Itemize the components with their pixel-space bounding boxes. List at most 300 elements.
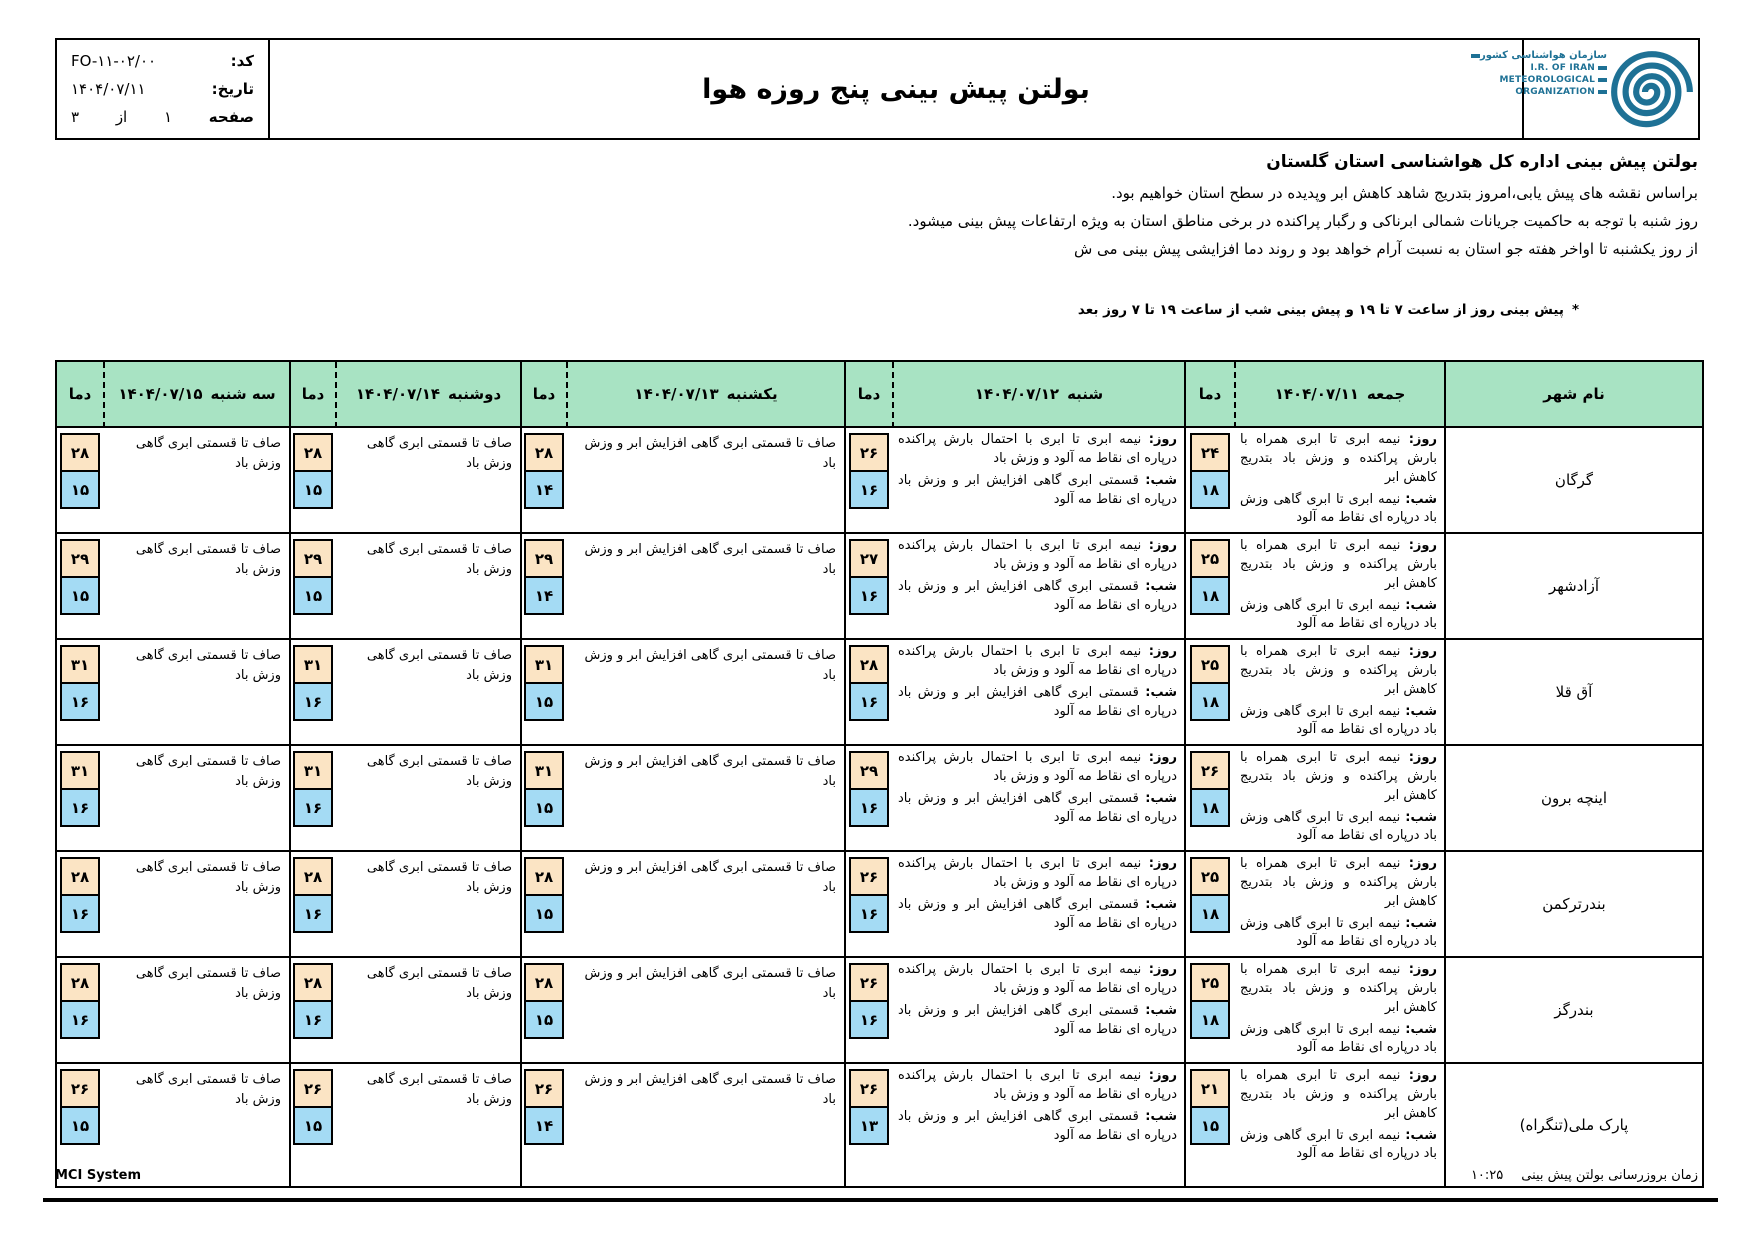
forecast-desc-cell [335, 1064, 520, 1186]
temp-cell [289, 640, 335, 746]
forecast-desc-cell [103, 958, 289, 1064]
forecast-night-segment [1234, 806, 1444, 847]
night-temp: ۱۵ [524, 682, 564, 721]
temp-boxes [522, 958, 566, 1039]
forecast-text: صاف تا قسمتی ابری گاهی افزایش ابر و وزش باد [584, 542, 836, 577]
page-sep: از [115, 108, 128, 126]
temp-boxes [846, 640, 892, 721]
forecast-desc-cell [335, 958, 520, 1064]
table-row [57, 1064, 1702, 1186]
page-row [71, 108, 254, 126]
day-date: ۱۴۰۴/۰۷/۱۴ [355, 385, 441, 403]
day-temp: ۲۹ [849, 751, 889, 790]
forecast-night-segment [1234, 488, 1444, 529]
temp-cell [1184, 958, 1234, 1064]
forecast-desc-cell [566, 852, 844, 958]
temp-cell [289, 428, 335, 534]
forecast-text-wrap [103, 640, 289, 685]
day-header-monday [335, 362, 520, 428]
day-temp: ۲۶ [293, 1069, 333, 1108]
forecast-night-segment [892, 681, 1184, 722]
forecast-day-segment [892, 640, 1184, 681]
night-temp: ۱۵ [60, 1106, 100, 1145]
forecast-day-text: نیمه ابری تا ابری با احتمال بارش پراکنده درپاره ای نقاط مه آلود و وزش باد [898, 432, 1177, 466]
forecast-day-text: نیمه ابری تا ابری با احتمال بارش پراکنده درپاره ای نقاط مه آلود و وزش باد [898, 856, 1177, 890]
forecast-night-text: قسمتی ابری گاهی افزایش ابر و وزش باد درپاره ای نقاط مه آلود [898, 1002, 1177, 1037]
footer-system-label: MCI System [55, 1168, 141, 1183]
day-temp: ۳۱ [60, 645, 100, 684]
temp-cell [844, 534, 892, 640]
forecast-night-text: نیمه ابری تا ابری گاهی وزش باد درپاره ای نقاط مه آلود [1240, 703, 1437, 738]
night-label: شب: [1405, 1021, 1437, 1037]
temp-cell [289, 852, 335, 958]
night-temp: ۱۶ [293, 894, 333, 933]
forecast-desc-cell [335, 852, 520, 958]
day-temp: ۲۸ [293, 857, 333, 896]
forecast-day-text: نیمه ابری تا ابری با احتمال بارش پراکنده درپاره ای نقاط مه آلود و وزش باد [898, 538, 1177, 572]
night-label: شب: [1145, 1002, 1177, 1018]
forecast-text-wrap [103, 958, 289, 1003]
forecast-hours-note [1078, 302, 1579, 318]
day-temp: ۳۱ [293, 751, 333, 790]
temp-header: دما [520, 362, 566, 428]
forecast-text: صاف تا قسمتی ابری گاهی وزش باد [135, 1072, 281, 1107]
forecast-text: صاف تا قسمتی ابری گاهی افزایش ابر و وزش باد [584, 1072, 836, 1107]
day-label: روز: [1148, 432, 1177, 447]
logo-org-en2: METEOROLOGICAL [1499, 75, 1595, 85]
forecast-day-text: نیمه ابری تا ابری همراه با بارش پراکنده و وزش باد بتدریج کاهش ابر [1240, 644, 1437, 697]
meta-box [57, 40, 270, 138]
intro-line: روز شنبه با توجه به حاکمیت جریانات شمالی ابرناکی و رگبار پراکنده در برخی مناطق استان به ویژه ارتفاعات پیش بینی میشود. [907, 212, 1698, 230]
forecast-desc-cell [103, 534, 289, 640]
day-label: روز: [1408, 962, 1437, 977]
forecast-desc-cell [566, 428, 844, 534]
note-star: * [1571, 302, 1579, 318]
logo-org-fa: سازمان هواشناسی کشور [1479, 50, 1607, 61]
temp-cell [289, 958, 335, 1064]
day-temp: ۲۸ [849, 645, 889, 684]
city-name: گرگان [1444, 428, 1702, 534]
forecast-text: صاف تا قسمتی ابری گاهی وزش باد [135, 754, 281, 789]
day-name: شنبه [1067, 385, 1104, 403]
night-temp: ۱۴ [524, 1106, 564, 1145]
logo-bar-icon [1598, 90, 1607, 94]
forecast-desc-cell [103, 428, 289, 534]
intro-heading: بولتن پیش بینی اداره کل هواشناسی استان گلستان [1266, 152, 1698, 172]
forecast-night-text: نیمه ابری تا ابری گاهی وزش باد درپاره ای نقاط مه آلود [1240, 597, 1437, 632]
night-temp: ۱۵ [60, 470, 100, 509]
temp-cell [57, 852, 103, 958]
night-temp: ۱۵ [524, 1000, 564, 1039]
night-temp: ۱۶ [60, 1000, 100, 1039]
temp-header: دما [57, 362, 103, 428]
temp-boxes [846, 852, 892, 933]
forecast-day-segment [1234, 852, 1444, 912]
forecast-day-text: نیمه ابری تا ابری همراه با بارش پراکنده و وزش باد بتدریج کاهش ابر [1240, 1068, 1437, 1121]
table-row [57, 852, 1702, 958]
night-label: شب: [1405, 597, 1437, 613]
logo-org-en1: I.R. OF IRAN [1530, 63, 1595, 73]
temp-cell [844, 1064, 892, 1186]
day-label: روز: [1408, 750, 1437, 765]
forecast-desc-cell [1234, 746, 1444, 852]
night-temp: ۱۸ [1190, 470, 1230, 509]
temp-boxes [522, 1064, 566, 1145]
forecast-text-wrap [566, 1064, 844, 1109]
night-temp: ۱۵ [293, 576, 333, 615]
forecast-day-text: نیمه ابری تا ابری با احتمال بارش پراکنده درپاره ای نقاط مه آلود و وزش باد [898, 644, 1177, 678]
day-date: ۱۴۰۴/۰۷/۱۵ [118, 385, 203, 403]
city-name: بندرگز [1444, 958, 1702, 1064]
temp-cell [520, 640, 566, 746]
temp-boxes [291, 428, 335, 509]
day-temp: ۳۱ [524, 751, 564, 790]
footer-update-time [1471, 1168, 1698, 1183]
forecast-desc-cell [103, 746, 289, 852]
forecast-day-segment [892, 534, 1184, 575]
day-label: روز: [1408, 432, 1437, 447]
day-name: یکشنبه [726, 385, 778, 403]
temp-cell [520, 428, 566, 534]
night-label: شب: [1405, 1127, 1437, 1143]
forecast-night-segment [1234, 1018, 1444, 1059]
forecast-desc-cell [892, 534, 1184, 640]
city-name: اینچه برون [1444, 746, 1702, 852]
forecast-desc-cell [103, 640, 289, 746]
night-temp: ۱۵ [524, 788, 564, 827]
day-temp: ۲۸ [60, 433, 100, 472]
temp-header: دما [289, 362, 335, 428]
city-name: پارک ملی(تنگراه) [1444, 1064, 1702, 1186]
temp-cell [57, 428, 103, 534]
forecast-day-text: نیمه ابری تا ابری با احتمال بارش پراکنده درپاره ای نقاط مه آلود و وزش باد [898, 962, 1177, 996]
night-temp: ۱۴ [524, 470, 564, 509]
forecast-day-text: نیمه ابری تا ابری با احتمال بارش پراکنده درپاره ای نقاط مه آلود و وزش باد [898, 750, 1177, 784]
city-name: آزادشهر [1444, 534, 1702, 640]
update-time-value: ۱۰:۲۵ [1470, 1168, 1504, 1183]
forecast-text-wrap [335, 1064, 520, 1109]
day-temp: ۲۶ [524, 1069, 564, 1108]
forecast-text-wrap [566, 428, 844, 473]
day-header-friday [1234, 362, 1444, 428]
night-temp: ۱۸ [1190, 682, 1230, 721]
night-label: شب: [1145, 1108, 1177, 1124]
day-name: سه شنبه [210, 385, 276, 403]
forecast-text: صاف تا قسمتی ابری گاهی وزش باد [366, 648, 512, 683]
logo [1479, 40, 1698, 138]
forecast-desc-cell [892, 1064, 1184, 1186]
day-temp: ۲۶ [849, 433, 889, 472]
temp-cell [520, 958, 566, 1064]
forecast-text: صاف تا قسمتی ابری گاهی وزش باد [366, 754, 512, 789]
day-temp: ۲۹ [524, 539, 564, 578]
forecast-desc-cell [335, 746, 520, 852]
forecast-desc-cell [566, 1064, 844, 1186]
night-temp: ۱۸ [1190, 788, 1230, 827]
night-label: شب: [1145, 684, 1177, 700]
day-date: ۱۴۰۴/۰۷/۱۳ [634, 385, 719, 403]
temp-boxes [522, 428, 566, 509]
forecast-text: صاف تا قسمتی ابری گاهی وزش باد [135, 436, 281, 471]
night-temp: ۱۸ [1190, 1000, 1230, 1039]
forecast-text-wrap [566, 640, 844, 685]
day-temp: ۲۶ [849, 1069, 889, 1108]
forecast-desc-cell [335, 428, 520, 534]
forecast-text-wrap [566, 958, 844, 1003]
day-header-saturday [892, 362, 1184, 428]
temp-boxes [1186, 640, 1234, 721]
forecast-text: صاف تا قسمتی ابری گاهی افزایش ابر و وزش باد [584, 754, 836, 789]
forecast-desc-cell [892, 958, 1184, 1064]
forecast-text: صاف تا قسمتی ابری گاهی وزش باد [135, 542, 281, 577]
city-name: آق قلا [1444, 640, 1702, 746]
temp-cell [57, 534, 103, 640]
day-label: روز: [1408, 538, 1437, 553]
day-label: روز: [1408, 856, 1437, 871]
forecast-night-text: قسمتی ابری گاهی افزایش ابر و وزش باد درپاره ای نقاط مه آلود [898, 896, 1177, 931]
night-label: شب: [1145, 896, 1177, 912]
forecast-day-segment [892, 428, 1184, 469]
night-temp: ۱۵ [60, 576, 100, 615]
day-temp: ۲۷ [849, 539, 889, 578]
temp-boxes [291, 852, 335, 933]
forecast-text: صاف تا قسمتی ابری گاهی افزایش ابر و وزش باد [584, 436, 836, 471]
forecast-day-segment [892, 852, 1184, 893]
night-label: شب: [1405, 703, 1437, 719]
forecast-desc-cell [566, 640, 844, 746]
date-value: ۱۴۰۴/۰۷/۱۱ [71, 80, 146, 98]
night-temp: ۱۶ [849, 470, 889, 509]
temp-cell [844, 640, 892, 746]
temp-header: دما [844, 362, 892, 428]
table-row [57, 640, 1702, 746]
day-label: روز: [1148, 538, 1177, 553]
forecast-desc-cell [1234, 1064, 1444, 1186]
day-label: روز: [1148, 750, 1177, 765]
night-temp: ۱۶ [293, 788, 333, 827]
logo-text [1468, 50, 1607, 98]
forecast-desc-cell [892, 640, 1184, 746]
night-temp: ۱۵ [524, 894, 564, 933]
temp-cell [1184, 640, 1234, 746]
forecast-day-text: نیمه ابری تا ابری همراه با بارش پراکنده و وزش باد بتدریج کاهش ابر [1240, 856, 1437, 909]
temp-boxes [57, 746, 103, 827]
day-name: جمعه [1366, 385, 1406, 403]
document-header [55, 38, 1700, 140]
forecast-night-segment [892, 469, 1184, 510]
night-label: شب: [1405, 915, 1437, 931]
forecast-day-text: نیمه ابری تا ابری همراه با بارش پراکنده و وزش باد بتدریج کاهش ابر [1240, 432, 1437, 485]
day-temp: ۲۵ [1190, 539, 1230, 578]
city-name: بندرترکمن [1444, 852, 1702, 958]
temp-boxes [846, 746, 892, 827]
temp-boxes [846, 428, 892, 509]
update-label: زمان بروزرسانی بولتن پیش بینی [1521, 1168, 1698, 1183]
day-temp: ۳۱ [60, 751, 100, 790]
footer-rule [43, 1198, 1718, 1202]
temp-boxes [1186, 428, 1234, 509]
day-temp: ۲۸ [293, 963, 333, 1002]
night-label: شب: [1145, 472, 1177, 488]
forecast-text: صاف تا قسمتی ابری گاهی وزش باد [366, 436, 512, 471]
temp-boxes [846, 958, 892, 1039]
day-temp: ۲۴ [1190, 433, 1230, 472]
temp-boxes [291, 746, 335, 827]
temp-cell [844, 958, 892, 1064]
forecast-desc-cell [892, 428, 1184, 534]
date-label: تاریخ: [211, 80, 254, 98]
forecast-night-segment [892, 1105, 1184, 1146]
forecast-text-wrap [566, 746, 844, 791]
temp-header: دما [1184, 362, 1234, 428]
day-temp: ۳۱ [293, 645, 333, 684]
night-temp: ۱۵ [293, 470, 333, 509]
forecast-text-wrap [335, 958, 520, 1003]
page-current: ۱ [163, 108, 173, 126]
day-temp: ۲۸ [524, 433, 564, 472]
forecast-night-text: نیمه ابری تا ابری گاهی وزش باد درپاره ای نقاط مه آلود [1240, 491, 1437, 526]
temp-cell [1184, 428, 1234, 534]
night-label: شب: [1145, 578, 1177, 594]
code-label: کد: [230, 52, 254, 70]
night-temp: ۱۸ [1190, 576, 1230, 615]
temp-boxes [1186, 534, 1234, 615]
forecast-desc-cell [335, 640, 520, 746]
night-temp: ۱۶ [849, 682, 889, 721]
forecast-text-wrap [566, 852, 844, 897]
day-label: روز: [1148, 962, 1177, 977]
temp-cell [289, 746, 335, 852]
table-row [57, 958, 1702, 1064]
night-label: شب: [1405, 809, 1437, 825]
temp-cell [844, 746, 892, 852]
day-temp: ۲۶ [849, 963, 889, 1002]
temp-cell [844, 428, 892, 534]
forecast-desc-cell [892, 746, 1184, 852]
day-temp: ۲۶ [60, 1069, 100, 1108]
intro-line: از روز یکشنبه تا اواخر هفته جو استان به نسبت آرام خواهد بود و روند دما افزایشی پیش بینی می ش [1073, 240, 1698, 258]
forecast-text-wrap [335, 746, 520, 791]
forecast-text: صاف تا قسمتی ابری گاهی افزایش ابر و وزش باد [584, 860, 836, 895]
forecast-text: صاف تا قسمتی ابری گاهی وزش باد [135, 860, 281, 895]
forecast-table [55, 360, 1704, 1188]
forecast-text-wrap [335, 640, 520, 685]
temp-cell [57, 958, 103, 1064]
forecast-night-segment [892, 575, 1184, 616]
temp-cell [57, 746, 103, 852]
temp-cell [1184, 1064, 1234, 1186]
logo-bar-icon [1471, 54, 1480, 58]
temp-boxes [1186, 958, 1234, 1039]
logo-org-en3: ORGANIZATION [1515, 87, 1595, 97]
temp-boxes [846, 1064, 892, 1145]
night-temp: ۱۶ [293, 682, 333, 721]
forecast-text: صاف تا قسمتی ابری گاهی وزش باد [366, 1072, 512, 1107]
table-row [57, 534, 1702, 640]
forecast-text: صاف تا قسمتی ابری گاهی وزش باد [366, 542, 512, 577]
night-temp: ۱۳ [849, 1106, 889, 1145]
day-temp: ۲۸ [293, 433, 333, 472]
forecast-night-text: قسمتی ابری گاهی افزایش ابر و وزش باد درپاره ای نقاط مه آلود [898, 1108, 1177, 1143]
forecast-text-wrap [335, 428, 520, 473]
forecast-night-segment [892, 893, 1184, 934]
forecast-night-segment [892, 999, 1184, 1040]
forecast-text-wrap [335, 534, 520, 579]
temp-cell [844, 852, 892, 958]
forecast-day-text: نیمه ابری تا ابری همراه با بارش پراکنده و وزش باد بتدریج کاهش ابر [1240, 750, 1437, 803]
header-row [57, 362, 1702, 428]
forecast-night-text: نیمه ابری تا ابری گاهی وزش باد درپاره ای نقاط مه آلود [1240, 1127, 1437, 1162]
temp-boxes [57, 958, 103, 1039]
temp-boxes [57, 640, 103, 721]
day-temp: ۲۵ [1190, 857, 1230, 896]
forecast-day-segment [892, 958, 1184, 999]
logo-bar-icon [1598, 78, 1607, 82]
page-total: ۳ [71, 108, 80, 126]
day-temp: ۲۸ [60, 963, 100, 1002]
night-label: شب: [1405, 491, 1437, 507]
temp-cell [520, 852, 566, 958]
forecast-night-text: نیمه ابری تا ابری گاهی وزش باد درپاره ای نقاط مه آلود [1240, 809, 1437, 844]
temp-boxes [522, 852, 566, 933]
temp-boxes [1186, 852, 1234, 933]
temp-boxes [57, 534, 103, 615]
note-text: پیش بینی روز از ساعت ۷ تا ۱۹ و پیش بینی شب از ساعت ۱۹ تا ۷ روز بعد [1077, 302, 1564, 318]
forecast-day-text: نیمه ابری تا ابری همراه با بارش پراکنده و وزش باد بتدریج کاهش ابر [1240, 538, 1437, 591]
forecast-desc-cell [1234, 428, 1444, 534]
forecast-text: صاف تا قسمتی ابری گاهی وزش باد [366, 966, 512, 1001]
forecast-day-text: نیمه ابری تا ابری همراه با بارش پراکنده و وزش باد بتدریج کاهش ابر [1240, 962, 1437, 1015]
night-temp: ۱۶ [849, 1000, 889, 1039]
title-cell [270, 40, 1522, 138]
day-date: ۱۴۰۴/۰۷/۱۲ [974, 385, 1060, 403]
forecast-night-segment [1234, 912, 1444, 953]
forecast-night-text: قسمتی ابری گاهی افزایش ابر و وزش باد درپاره ای نقاط مه آلود [898, 578, 1177, 613]
forecast-night-text: قسمتی ابری گاهی افزایش ابر و وزش باد درپاره ای نقاط مه آلود [898, 790, 1177, 825]
forecast-desc-cell [566, 958, 844, 1064]
day-label: روز: [1408, 644, 1437, 659]
forecast-desc-cell [566, 534, 844, 640]
cyclone-spiral-icon [1608, 48, 1696, 136]
forecast-text-wrap [103, 428, 289, 473]
temp-boxes [291, 534, 335, 615]
forecast-day-segment [892, 1064, 1184, 1105]
day-temp: ۲۶ [1190, 751, 1230, 790]
day-temp: ۲۵ [1190, 645, 1230, 684]
table-row [57, 746, 1702, 852]
temp-boxes [291, 1064, 335, 1145]
city-header: نام شهر [1444, 362, 1702, 428]
forecast-text: صاف تا قسمتی ابری گاهی افزایش ابر و وزش باد [584, 648, 836, 683]
temp-cell [520, 746, 566, 852]
day-temp: ۲۸ [524, 857, 564, 896]
day-temp: ۲۸ [524, 963, 564, 1002]
forecast-desc-cell [103, 852, 289, 958]
night-temp: ۱۶ [293, 1000, 333, 1039]
forecast-night-text: قسمتی ابری گاهی افزایش ابر و وزش باد درپاره ای نقاط مه آلود [898, 684, 1177, 719]
forecast-desc-cell [335, 534, 520, 640]
day-temp: ۲۸ [60, 857, 100, 896]
day-label: روز: [1148, 644, 1177, 659]
forecast-night-text: نیمه ابری تا ابری گاهی وزش باد درپاره ای نقاط مه آلود [1240, 915, 1437, 950]
temp-cell [1184, 534, 1234, 640]
page-label: صفحه [208, 108, 254, 126]
temp-cell [1184, 746, 1234, 852]
night-temp: ۱۶ [60, 788, 100, 827]
day-temp: ۲۹ [293, 539, 333, 578]
forecast-day-text: نیمه ابری تا ابری با احتمال بارش پراکنده درپاره ای نقاط مه آلود و وزش باد [898, 1068, 1177, 1102]
forecast-day-segment [892, 746, 1184, 787]
